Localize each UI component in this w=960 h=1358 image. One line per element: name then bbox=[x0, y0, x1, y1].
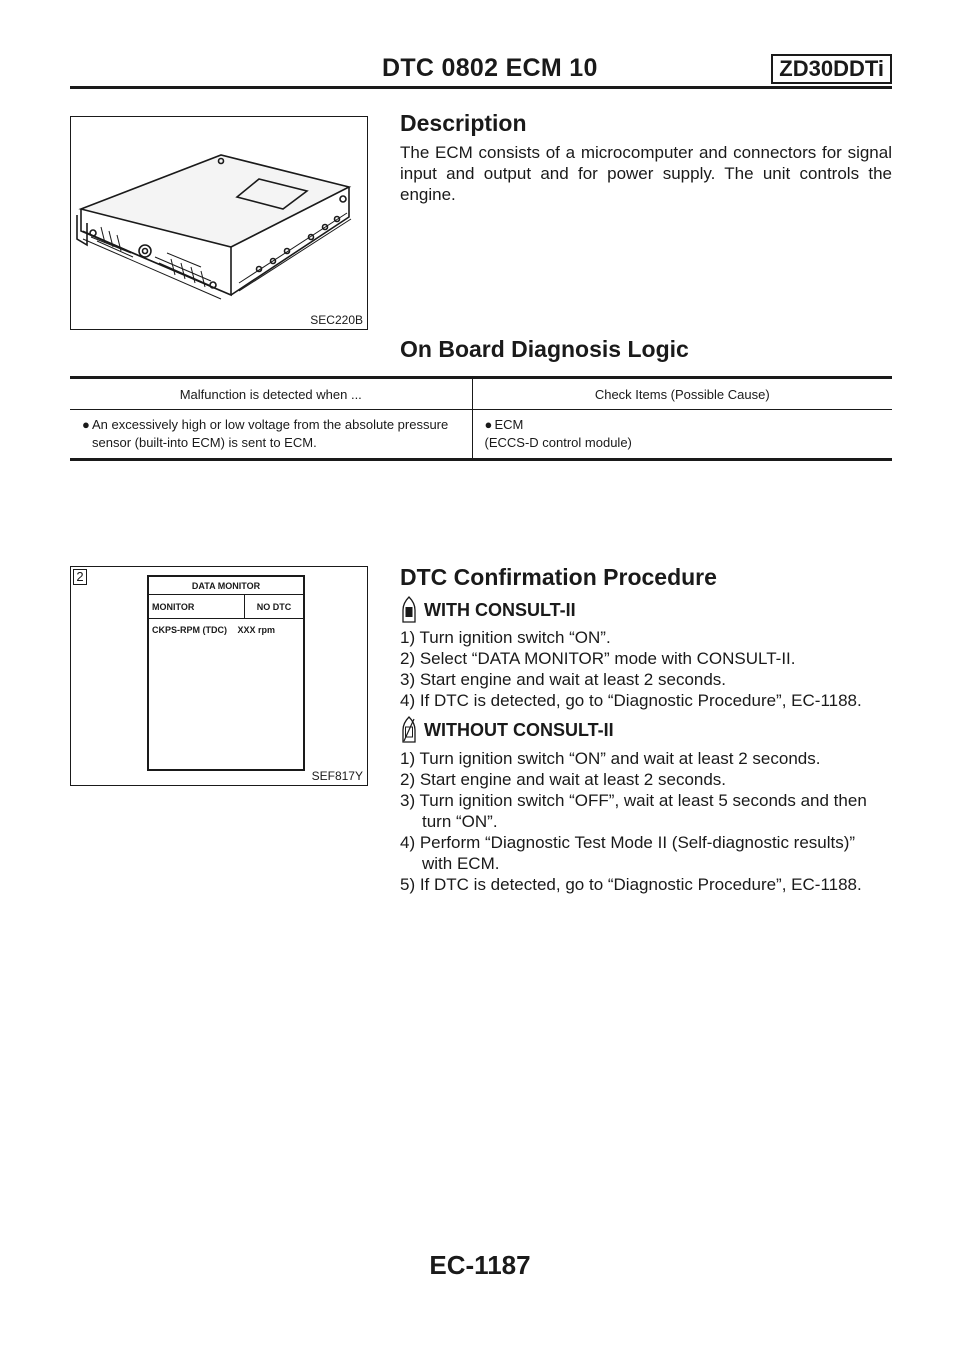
page-header bbox=[70, 52, 892, 92]
no-consult-tester-icon bbox=[400, 716, 418, 744]
list-item: 1) Turn ignition switch “ON”. bbox=[400, 628, 611, 647]
item-value: XXX rpm bbox=[237, 625, 276, 635]
with-consult-heading bbox=[400, 596, 576, 624]
with-consult-steps bbox=[400, 627, 862, 711]
item-name: CKPS-RPM (TDC) bbox=[152, 625, 227, 635]
without-consult-steps bbox=[400, 748, 867, 895]
list-item: 2) Start engine and wait at least 2 seconds. bbox=[400, 770, 727, 789]
with-consult-title: WITH CONSULT-II bbox=[424, 599, 576, 620]
column-header-malfunction: Malfunction is detected when ... bbox=[70, 378, 472, 410]
dtc-procedure-heading: DTC Confirmation Procedure bbox=[400, 564, 717, 590]
bullet-icon: ● bbox=[82, 417, 90, 432]
check-item-ecm-detail: (ECCS-D control module) bbox=[484, 435, 632, 450]
figure-code: SEF817Y bbox=[311, 769, 363, 783]
monitor-column: MONITOR bbox=[149, 595, 245, 618]
check-item-ecm: ECM bbox=[494, 417, 524, 432]
column-header-check-items: Check Items (Possible Cause) bbox=[472, 378, 892, 410]
consult-screen bbox=[147, 575, 305, 771]
list-item: 2) Select “DATA MONITOR” mode with CONSULT-II. bbox=[400, 649, 796, 668]
bullet-icon: ● bbox=[484, 417, 493, 432]
monitor-item bbox=[149, 619, 303, 641]
list-item: turn “ON”. bbox=[422, 812, 498, 831]
list-item: 3) Turn ignition switch “OFF”, wait at least 5 seconds and then bbox=[400, 791, 867, 810]
description-heading: Description bbox=[400, 110, 527, 136]
list-item: 3) Start engine and wait at least 2 seconds. bbox=[400, 670, 727, 689]
status-column: NO DTC bbox=[256, 601, 292, 612]
section-title: DTC 0802 ECM 10 bbox=[382, 54, 598, 82]
data-monitor-figure bbox=[70, 566, 368, 786]
list-item: 5) If DTC is detected, go to “Diagnostic Procedure”, EC-1188. bbox=[400, 875, 862, 894]
diagnosis-logic-heading: On Board Diagnosis Logic bbox=[400, 336, 689, 362]
figure-code: SEC220B bbox=[310, 313, 363, 327]
page-number: EC-1187 bbox=[429, 1250, 531, 1280]
table-row bbox=[70, 410, 892, 460]
ecm-unit-illustration bbox=[71, 127, 367, 317]
malfunction-condition: An excessively high or low voltage from the absolute pressure sensor (built-into ECM) is sent to ECM. bbox=[92, 417, 449, 450]
diagnosis-logic-table bbox=[70, 376, 892, 461]
description-text: The ECM consists of a microcomputer and connectors for signal input and output and for power supply. The unit controls the engine. bbox=[400, 143, 892, 204]
list-item: with ECM. bbox=[422, 854, 500, 873]
list-item: 4) Perform “Diagnostic Test Mode II (Self-diagnostic results)” bbox=[400, 833, 856, 852]
engine-badge: ZD30DDTi bbox=[771, 54, 892, 84]
list-item: 1) Turn ignition switch “ON” and wait at least 2 seconds. bbox=[400, 749, 821, 768]
consult-tester-icon bbox=[400, 596, 418, 624]
without-consult-title: WITHOUT CONSULT-II bbox=[424, 719, 614, 740]
ecm-figure bbox=[70, 116, 368, 330]
list-item: 4) If DTC is detected, go to “Diagnostic Procedure”, EC-1188. bbox=[400, 691, 862, 710]
without-consult-heading bbox=[400, 716, 614, 744]
screen-title: DATA MONITOR bbox=[149, 577, 303, 595]
header-rule bbox=[70, 86, 892, 89]
figure-number: 2 bbox=[73, 569, 87, 585]
